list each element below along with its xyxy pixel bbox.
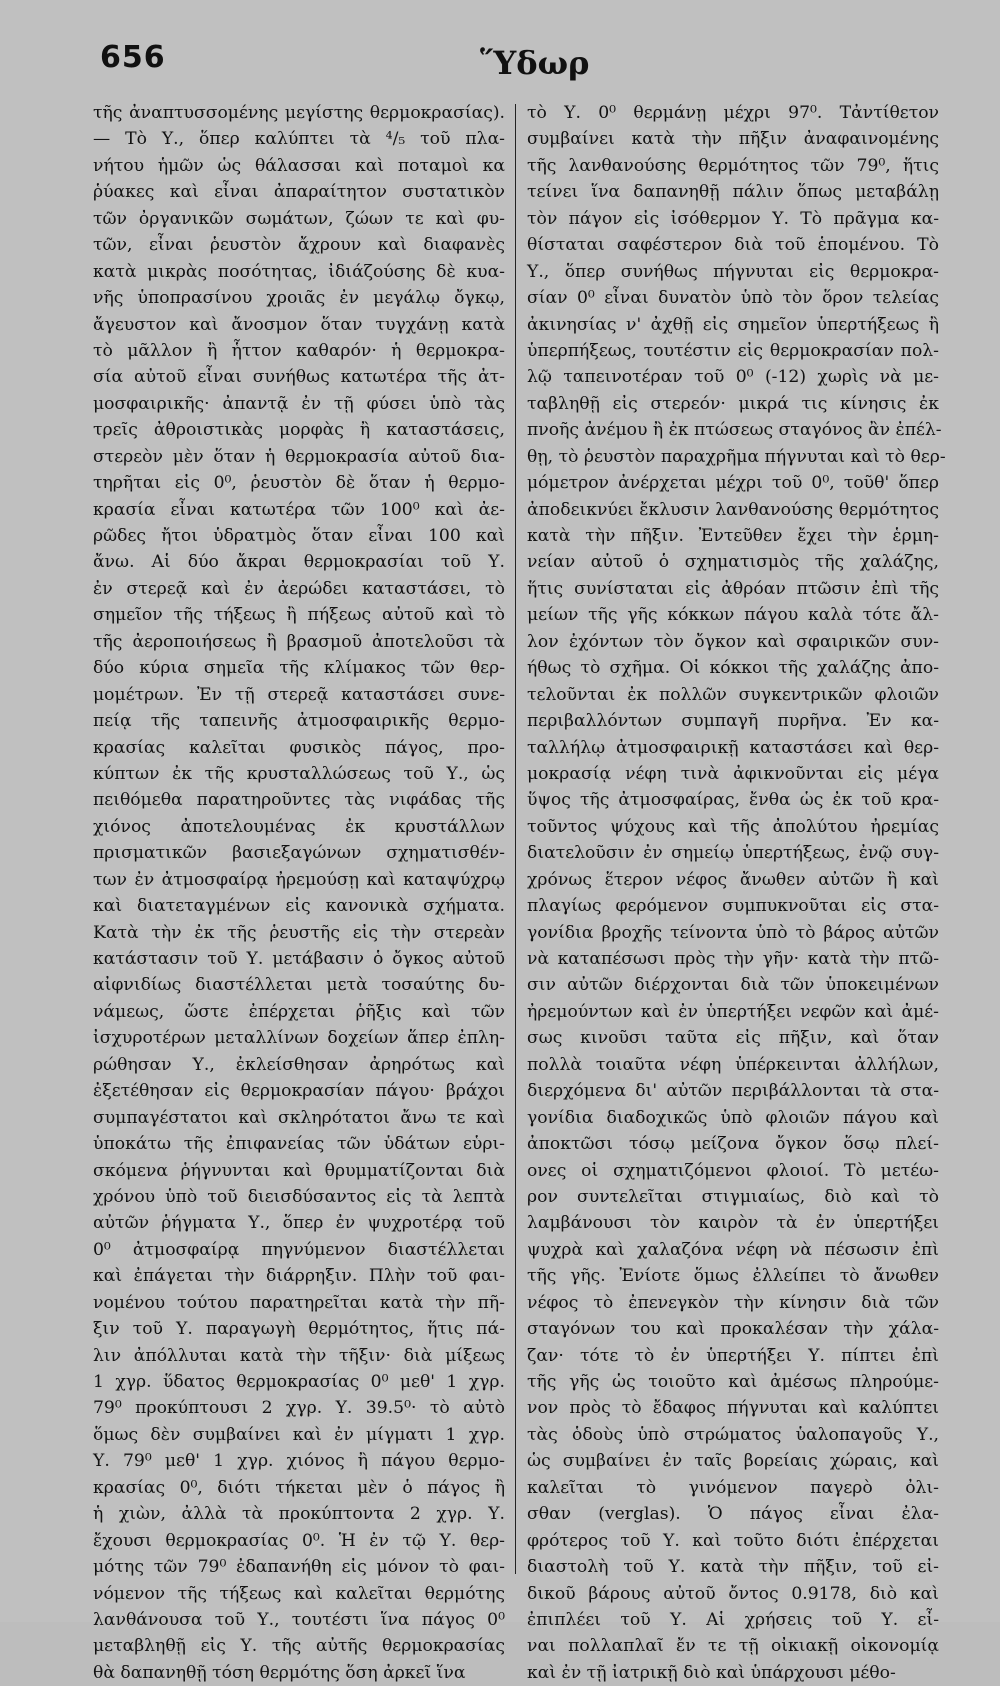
running-head: Ὕδωρ (480, 44, 590, 82)
text-line: τρεῖς ἀθροιστικὰς μορφὰς ἢ καταστάσεις, (93, 420, 505, 441)
right-column-lines (527, 100, 946, 1686)
text-line: ὕψος τῆς ἀτμοσφαίρας, ἔνθα ὡς ἐκ τοῦ κρα- (527, 790, 939, 811)
text-line: ταλλήλῳ ἀτμοσφαιρικῇ καταστάσει καὶ θερ- (527, 737, 939, 758)
text-line: κατὰ μικρὰς ποσότητας, ἰδιάζούσης δὲ κυα- (93, 261, 505, 282)
text-line: αὐτῶν ῥήγματα Υ., ὅπερ ἐν ψυχροτέρᾳ τοῦ (93, 1213, 505, 1234)
text-line: ὡς συμβαίνει ἐν ταῖς βορείαις χώραις, καὶ (527, 1451, 939, 1472)
text-line: μότης τῶν 79⁰ ἐδαπανήθη εἰς μόνον τὸ φαι- (93, 1557, 505, 1578)
text-line: γονίδια διαδοχικῶς ὑπὸ φλοιῶν πάγου καὶ (527, 1107, 939, 1128)
text-line: λανθάνουσα τοῦ Υ., τουτέστι ἵνα πάγος 0⁰ (93, 1609, 505, 1630)
text-line: λῷ ταπεινοτέραν τοῦ 0⁰ (-12) χωρὶς νὰ με- (527, 367, 939, 388)
text-line: κύπτων ἐκ τῆς κρυσταλλώσεως τοῦ Υ., ὡς (93, 763, 505, 784)
text-line: σταγόνων του καὶ προκαλέσαν τὴν χάλα- (527, 1319, 939, 1340)
text-line: λιν ἀπόλλυται κατὰ τὴν τῆξιν· διὰ μίξεως (93, 1345, 505, 1366)
page-number: 656 (100, 40, 166, 75)
text-line: ῥύακες καὶ εἶναι ἀπαραίτητον συστατικὸν (93, 182, 505, 203)
text-line: κρασίας 0⁰, διότι τήκεται μὲν ὁ πάγος ἢ (93, 1477, 505, 1498)
text-line: νήτου ἡμῶν ὡς θάλασσαι καὶ ποταμοὶ κα (93, 155, 505, 176)
text-line: ἀκινησίας ν' ἀχθῇ εἰς σημεῖον ὑπερτήξεως ἢ (527, 314, 939, 335)
text-line: αἰφνιδίως διαστέλλεται μετὰ τοσαύτης δυ- (93, 975, 505, 996)
text-line: σία αὐτοῦ εἶναι συνήθως κατωτέρα τῆς ἀτ- (93, 367, 505, 388)
text-line: 0⁰ ἀτμοσφαίρᾳ πηγνύμενον διαστέλλεται (93, 1239, 505, 1260)
text-line: τῶν ὀργανικῶν σωμάτων, ζώων τε καὶ φυ- (93, 208, 505, 229)
text-line: τῆς λανθανούσης θερμότητος τῶν 79⁰, ἥτις (527, 155, 939, 176)
text-line: λον ἐχόντων τὸν ὄγκον καὶ σφαιρικῶν συν- (527, 631, 939, 652)
text-line: ήθως τὸ σχῆμα. Οἱ κόκκοι τῆς χαλάζης ἀπο- (527, 658, 939, 679)
text-line: τῆς ἀναπτυσσομένης μεγίστης θερμοκρασίας). (93, 103, 505, 123)
text-line: ὅμως δὲν συμβαίνει καὶ ἐν μίγματι 1 χγρ. (93, 1424, 505, 1445)
text-line: διατελοῦσιν ἐν σημείῳ ὑπερτήξεως, ἐνῷ συγ- (527, 843, 939, 864)
text-line: τὰς ὁδοὺς ὑπὸ στρώματος ὑαλοπαγοῦς Υ., (527, 1424, 939, 1445)
text-line: ρον συντελεῖται στιγμιαίως, διὸ καὶ τὸ (527, 1186, 939, 1207)
text-line: νῆς ὑποπρασίνου χροιᾶς ἐν μεγάλῳ ὄγκῳ, (93, 288, 505, 309)
text-line: μόμετρον ἀνέρχεται μέχρι τοῦ 0⁰, τοῦθ' ὅπερ (527, 473, 939, 494)
text-line: ρώθησαν Υ., ἐκλείσθησαν ἀρηρότως καὶ (93, 1054, 505, 1075)
text-line: κρασίας καλεῖται φυσικὸς πάγος, προ- (93, 737, 505, 758)
text-line: καὶ διατεταγμένων εἰς κανονικὰ σχήματα. (93, 896, 505, 917)
column-divider (515, 104, 516, 1574)
text-line: τηρῆται εἰς 0⁰, ῥευστὸν δὲ ὅταν ἡ θερμο- (93, 473, 505, 494)
text-line: σθαν (verglas). Ὁ πάγος εἶναι ἐλα- (527, 1504, 939, 1525)
text-line: καὶ ἐν τῇ ἰατρικῇ διὸ καὶ ὑπάρχουσι μέθο- (527, 1662, 896, 1683)
text-line: νείαν αὐτοῦ ὁ σχηματισμὸς τῆς χαλάζης, (527, 552, 939, 573)
text-line: ταβληθῇ εἰς στερεόν· μικρά τις κίνησις ἐκ (527, 393, 939, 414)
text-line: τῶν, εἶναι ῥευστὸν ἄχρουν καὶ διαφανὲς (93, 235, 505, 256)
text-line: Υ. 79⁰ μεθ' 1 χγρ. χιόνος ἢ πάγου θερμο- (93, 1451, 505, 1472)
text-line: Υ., ὅπερ συνήθως πήγνυται εἰς θερμοκρα- (527, 261, 939, 282)
text-line: θῃ, τὸ ῥευστὸν παραχρῆμα πήγνυται καὶ τὸ θερ- (527, 446, 946, 467)
text-line: σως κινοῦσι ταῦτα εἰς πῆξιν, καὶ ὅταν (527, 1028, 939, 1049)
text-line: περιβαλλόντων συμπαγῆ πυρῆνα. Ἐν κα- (527, 711, 939, 732)
text-line: πλαγίως φερόμενον συμπυκνοῦται εἰς στα- (527, 896, 939, 917)
text-line: διερχόμενα δι' αὐτῶν περιβάλλονται τὰ στα- (527, 1081, 939, 1102)
text-line: 1 χγρ. ὕδατος θερμοκρασίας 0⁰ μεθ' 1 χγρ. (93, 1372, 505, 1392)
text-line: πολλὰ τοιαῦτα νέφη ὑπέρκεινται ἀλλήλων, (527, 1054, 939, 1075)
text-line: τὸν πάγον εἰς ἰσόθερμον Υ. Τὸ πρᾶγμα κα- (527, 208, 939, 229)
text-line: νὰ καταπέσωσι πρὸς τὴν γῆν· κατὰ τὴν πτῶ- (527, 949, 939, 969)
text-line: τὸ μᾶλλον ἢ ἧττον καθαρόν· ἡ θερμοκρα- (93, 340, 505, 361)
text-line: ἐξετέθησαν εἰς θερμοκρασίαν πάγου· βράχοι (93, 1081, 505, 1102)
text-line: ἄγευστον καὶ ἄνοσμον ὅταν τυγχάνῃ κατὰ (93, 314, 505, 335)
text-line: πειθόμεθα παρατηροῦντες τὰς νιφάδας τῆς (93, 790, 505, 811)
text-line: ξιν τοῦ Υ. παραγωγὴ θερμότητος, ἥτις πά- (93, 1319, 505, 1340)
left-column (93, 100, 505, 1683)
text-line: πρισματικῶν βασιεξαγώνων σχηματισθέν- (93, 843, 505, 864)
text-line: σίαν 0⁰ εἶναι δυνατὸν ὑπὸ τὸν ὅρον τελείας (527, 288, 939, 309)
text-line: πείᾳ τῆς ταπεινῆς ἀτμοσφαιρικῆς θερμο- (93, 711, 505, 732)
left-column-lines (93, 100, 505, 1686)
text-line: πνοῆς ἀνέμου ἢ ἐκ πτώσεως σταγόνος ἂν ἐπέλ- (527, 420, 942, 441)
text-line: τὸ Υ. 0⁰ θερμάνῃ μέχρι 97⁰. Τἀντίθετον (527, 103, 939, 123)
text-line: ἠρεμούντων καὶ ἐν ὑπερτήξει νεφῶν καὶ ἀμέ- (527, 1001, 939, 1022)
text-line: ρῶδες ἤτοι ὑδρατμὸς ὅταν εἶναι 100 καὶ (93, 526, 505, 546)
text-line: μοκρασίᾳ νέφη τινὰ ἀφικνοῦνται εἰς μέγα (527, 763, 939, 784)
text-line: κατὰ τὴν πῆξιν. Ἐντεῦθεν ἔχει τὴν ἑρμη- (527, 526, 939, 546)
text-line: ονες οἱ σχηματιζόμενοι φλοιοί. Τὸ μετέω- (527, 1160, 939, 1181)
text-line: ἐν στερεᾷ καὶ ἐν ἀερώδει καταστάσει, τὸ (93, 578, 505, 599)
text-line: νάμεως, ὥστε ἐπέρχεται ῥῆξις καὶ τῶν (93, 1001, 505, 1022)
text-line: νέφος τὸ ἐπενεγκὸν τὴν κίνησιν διὰ τῶν (527, 1292, 939, 1313)
text-line: θὰ δαπανηθῇ τόση θερμότης ὅση ἀρκεῖ ἵνα (93, 1662, 466, 1683)
text-line: τῆς γῆς. Ἐνίοτε ὅμως ἐλλείπει τὸ ἄνωθεν (527, 1266, 939, 1287)
text-line: ναι πολλαπλαῖ ἔν τε τῇ οἰκιακῇ οἰκονομίᾳ (527, 1636, 939, 1657)
text-line: συμπαγέστατοι καὶ σκληρότατοι ἄνω τε καὶ (93, 1107, 505, 1128)
text-line: ἰσχυροτέρων μεταλλίνων δοχείων ἅπερ ἐπλη- (93, 1028, 505, 1049)
text-line: χρόνου ὑπὸ τοῦ διεισδύσαντος εἰς τὰ λεπτὰ (93, 1186, 505, 1207)
text-line: τῆς ἀεροποιήσεως ἢ βρασμοῦ ἀποτελοῦσι τὰ (93, 631, 505, 652)
text-line: ὑπερπήξεως, τουτέστιν εἰς θερμοκρασίαν πολ- (527, 340, 939, 361)
text-line: δικοῦ βάρους αὐτοῦ ὄντος 0.9178, διὸ καὶ (527, 1583, 939, 1604)
text-line: Κατὰ τὴν ἐκ τῆς ῥευστῆς εἰς τὴν στερεὰν (93, 922, 505, 943)
right-column (527, 100, 946, 1683)
text-line: καὶ ἐπάγεται τὴν διάρρηξιν. Πλὴν τοῦ φαι- (93, 1266, 505, 1287)
text-line: μομέτρων. Ἐν τῇ στερεᾷ καταστάσει συνε- (93, 684, 505, 705)
text-line: μεταβληθῇ εἰς Υ. τῆς αὐτῆς θερμοκρασίας (93, 1636, 505, 1657)
text-line: θίσταται σαφέστερον διὰ τοῦ ἑπομένου. Τὸ (527, 235, 939, 256)
text-line: τοῦντος ψύχους καὶ τῆς ἀπολύτου ἠρεμίας (527, 816, 939, 837)
text-line: ἡ χιὼν, ἀλλὰ τὰ προκύπτοντα 2 χγρ. Υ. (93, 1504, 505, 1525)
page-header (0, 30, 1000, 90)
text-line: ἄνω. Αἱ δύο ἄκραι θερμοκρασίαι τοῦ Υ. (93, 552, 505, 573)
text-line: δύο κύρια σημεῖα τῆς κλίμακος τῶν θερ- (93, 658, 505, 679)
text-line: — Τὸ Υ., ὅπερ καλύπτει τὰ ⁴/₅ τοῦ πλα- (93, 129, 505, 150)
text-line: μοσφαιρικῆς· ἀπαντᾷ ἐν τῇ φύσει ὑπὸ τὰς (93, 393, 505, 414)
text-line: κρασία εἶναι κατωτέρα τῶν 100⁰ καὶ ἀε- (93, 499, 505, 520)
text-line: ἔχουσι θερμοκρασίας 0⁰. Ἡ ἐν τῷ Υ. θερ- (93, 1530, 505, 1551)
text-line: ἀποκτῶσι τόσῳ μείζονα ὄγκον ὅσῳ πλεί- (527, 1134, 939, 1155)
text-line: ἀποδεικνύει ἔκλυσιν λανθανούσης θερμότητος (527, 499, 939, 520)
text-line: κατάστασιν τοῦ Υ. μετάβασιν ὁ ὄγκος αὐτοῦ (93, 949, 505, 969)
text-line: σημεῖον τῆς τήξεως ἢ πήξεως αὐτοῦ καὶ τὸ (93, 605, 505, 626)
text-line: γονίδια βροχῆς τείνοντα ὑπὸ τὸ βάρος αὐτῶν (527, 922, 939, 943)
text-line: φρότερος τοῦ Υ. καὶ τοῦτο διότι ἐπέρχεται (527, 1530, 939, 1551)
text-line: νομένου τούτου παρατηρεῖται κατὰ τὴν πῆ- (93, 1292, 505, 1313)
text-line: ὑποκάτω τῆς ἐπιφανείας τῶν ὑδάτων εὑρι- (93, 1134, 505, 1155)
text-line: ψυχρὰ καὶ χαλαζόνα νέφη νὰ πέσωσιν ἐπὶ (527, 1239, 939, 1260)
text-line: τείνει ἵνα δαπανηθῇ πάλιν ὅπως μεταβάλῃ (527, 182, 939, 203)
text-line: των ἐν ἀτμοσφαίρᾳ ἠρεμούσῃ καὶ καταψύχρῳ (93, 869, 505, 890)
text-line: ἥτις συνίσταται εἰς ἀθρόαν πτῶσιν ἐπὶ τῆς (527, 578, 939, 599)
text-line: καλεῖται τὸ γινόμενον παγερὸ ὀλι- (527, 1477, 939, 1498)
text-line: 79⁰ προκύπτουσι 2 χγρ. Υ. 39.5⁰· τὸ αὐτὸ (93, 1398, 505, 1419)
text-line: ἐπιπλέει τοῦ Υ. Αἱ χρήσεις τοῦ Υ. εἶ- (527, 1609, 939, 1630)
text-line: ζαν· τότε τὸ ἐν ὑπερτήξει Υ. πίπτει ἐπὶ (527, 1345, 939, 1366)
text-line: λαμβάνουσι τὸν καιρὸν τὰ ἐν ὑπερτήξει (527, 1213, 939, 1234)
text-line: τελοῦνται ἐκ πολλῶν συγκεντρικῶν φλοιῶν (527, 684, 939, 705)
text-line: χιόνος ἀποτελουμένας ἐκ κρυστάλλων (93, 816, 505, 837)
text-line: τῆς γῆς ὡς τοιοῦτο καὶ ἀμέσως πληρούμε- (527, 1372, 939, 1392)
text-line: διαστολὴ τοῦ Υ. κατὰ τὴν πῆξιν, τοῦ εἰ- (527, 1557, 939, 1578)
text-line: νόμενον τῆς τήξεως καὶ καλεῖται θερμότης (93, 1583, 505, 1604)
text-line: σιν αὐτῶν διέρχονται διὰ τῶν ὑποκειμένων (527, 975, 939, 996)
text-line: νον πρὸς τὸ ἔδαφος πήγνυται καὶ καλύπτει (527, 1398, 939, 1419)
text-line: μείων τῆς γῆς κόκκων πάγου καλὰ τότε ἄλ- (527, 605, 939, 626)
text-line: συμβαίνει κατὰ τὴν πῆξιν ἀναφαινομένης (527, 129, 939, 150)
text-line: στερεὸν μὲν ὅταν ἡ θερμοκρασία αὐτοῦ δια- (93, 446, 505, 467)
text-line: σκόμενα ῥήγνυνται καὶ θρυμματίζονται διὰ (93, 1160, 505, 1181)
text-line: χρόνως ἕτερον νέφος ἄνωθεν αὐτῶν ἢ καὶ (527, 869, 939, 890)
